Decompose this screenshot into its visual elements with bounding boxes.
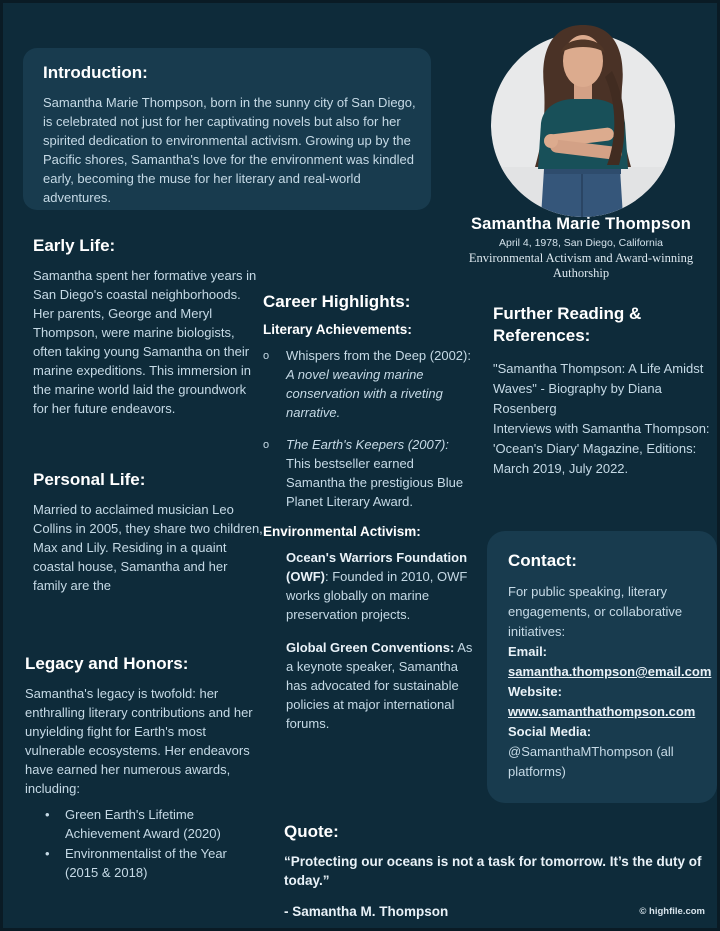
- social-handle: @SamanthaMThompson (all platforms): [508, 744, 674, 779]
- legacy-title: Legacy and Honors:: [25, 654, 189, 673]
- profile-caption: [441, 215, 720, 281]
- introduction-body: Samantha Marie Thompson, born in the sunny city of San Diego, is celebrated not just for her captivating novels but also for her spirited dedication to environmental activism. Growing up by the Pacific shores, Samantha's love for the environment was kindled early, becoming the muse for her literary and real-world adventures.: [43, 95, 416, 205]
- circle-bullet-icon: o: [263, 350, 270, 362]
- website-link[interactable]: www.samanthathompson.com: [508, 704, 696, 719]
- activism-item: [263, 548, 473, 624]
- further-reading-item: "Samantha Thompson: A Life Amidst Waves" - Biography by Diana Rosenberg: [493, 361, 704, 416]
- environmental-activism-subsection: [263, 524, 473, 733]
- profile-photo: [488, 17, 678, 217]
- personal-life-section: [33, 469, 263, 595]
- activism-item: [263, 638, 473, 733]
- further-reading-title: Further Reading & References:: [493, 304, 642, 345]
- quote-text: “Protecting our oceans is not a task for tomorrow. It’s the duty of today.”: [284, 854, 702, 888]
- bullet-icon: •: [45, 807, 50, 822]
- work-description: This bestseller earned Samantha the prestigious Blue Planet Literary Award.: [286, 456, 464, 509]
- award-text: Green Earth's Lifetime Achievement Award (2020): [65, 807, 221, 841]
- literary-work-item: [263, 346, 473, 422]
- legacy-awards-list: [25, 805, 263, 882]
- introduction-panel: [23, 48, 431, 210]
- environmental-activism-title: Environmental Activism:: [263, 524, 421, 539]
- literary-work-item: [263, 435, 473, 511]
- further-reading-item: Interviews with Samantha Thompson: 'Ocean's Diary' Magazine, Editions: March 2019, July 2022.: [493, 421, 710, 476]
- early-life-body: Samantha spent her formative years in San Diego's coastal neighborhoods. Her parents, George and Meryl Thompson, were marine biologists, often taking young Samantha on their marine expeditions. This immersion in the marine world laid the groundwork for her future endeavors.: [33, 268, 257, 416]
- profile-birth-line: April 4, 1978, San Diego, California: [498, 237, 663, 249]
- activism-item-name: Ocean's Warriors Foundation (OWF): [286, 550, 468, 584]
- contact-panel: [487, 531, 717, 803]
- early-life-section: [33, 235, 259, 418]
- career-title: Career Highlights:: [263, 292, 411, 311]
- literary-achievements-subsection: [263, 322, 473, 511]
- list-item: [25, 805, 263, 843]
- quote-title: Quote:: [284, 822, 339, 841]
- legacy-section: [25, 653, 263, 883]
- circle-bullet-icon: o: [263, 439, 270, 451]
- work-description: A novel weaving marine conservation with a riveting narrative.: [286, 367, 443, 420]
- profile-name: Samantha Marie Thompson: [470, 215, 692, 233]
- contact-intro: For public speaking, literary engagements, or collaborative initiatives:: [508, 584, 683, 639]
- woman-portrait-illustration: [488, 17, 678, 217]
- further-reading-section: [493, 303, 715, 479]
- personal-life-body: Married to acclaimed musician Leo Collins in 2005, they share two children, Max and Lily. Residing in a quaint coastal house, Samantha and her family are the: [33, 502, 263, 593]
- contact-title: Contact:: [508, 551, 577, 570]
- website-label: Website:: [508, 684, 562, 699]
- award-text: Environmentalist of the Year (2015 & 2018): [65, 846, 227, 880]
- personal-life-title: Personal Life:: [33, 470, 146, 489]
- work-title: Whispers from the Deep (2002):: [286, 348, 471, 363]
- quote-attribution: - Samantha M. Thompson: [284, 903, 449, 919]
- introduction-title: Introduction:: [43, 63, 148, 82]
- work-title: The Earth's Keepers (2007):: [286, 437, 449, 452]
- profile-tagline: Environmental Activism and Award-winning Authorship: [468, 251, 694, 280]
- early-life-title: Early Life:: [33, 236, 116, 255]
- copyright-watermark: © highfile.com: [639, 906, 705, 917]
- email-link[interactable]: samantha.thompson@email.com: [508, 664, 712, 679]
- email-label: Email:: [508, 644, 548, 659]
- literary-achievements-title: Literary Achievements:: [263, 322, 412, 337]
- career-section: [263, 291, 473, 747]
- activism-item-text: As a keynote speaker, Samantha has advocated for sustainable policies at major international forums.: [286, 640, 473, 731]
- literary-work-text: [286, 346, 473, 422]
- literary-work-text: [286, 435, 473, 511]
- activism-item-text: : Founded in 2010, OWF works globally on marine preservation projects.: [286, 569, 468, 622]
- bullet-icon: •: [45, 846, 50, 861]
- quote-section: [284, 821, 716, 919]
- list-item: [25, 844, 263, 882]
- legacy-body: Samantha's legacy is twofold: her enthralling literary contributions and her unyielding fight for Earth's most vulnerable ecosystems. Her endeavors have earned her numerous awards, including:: [25, 686, 253, 796]
- activism-item-name: Global Green Conventions:: [286, 640, 455, 655]
- social-label: Social Media:: [508, 724, 592, 739]
